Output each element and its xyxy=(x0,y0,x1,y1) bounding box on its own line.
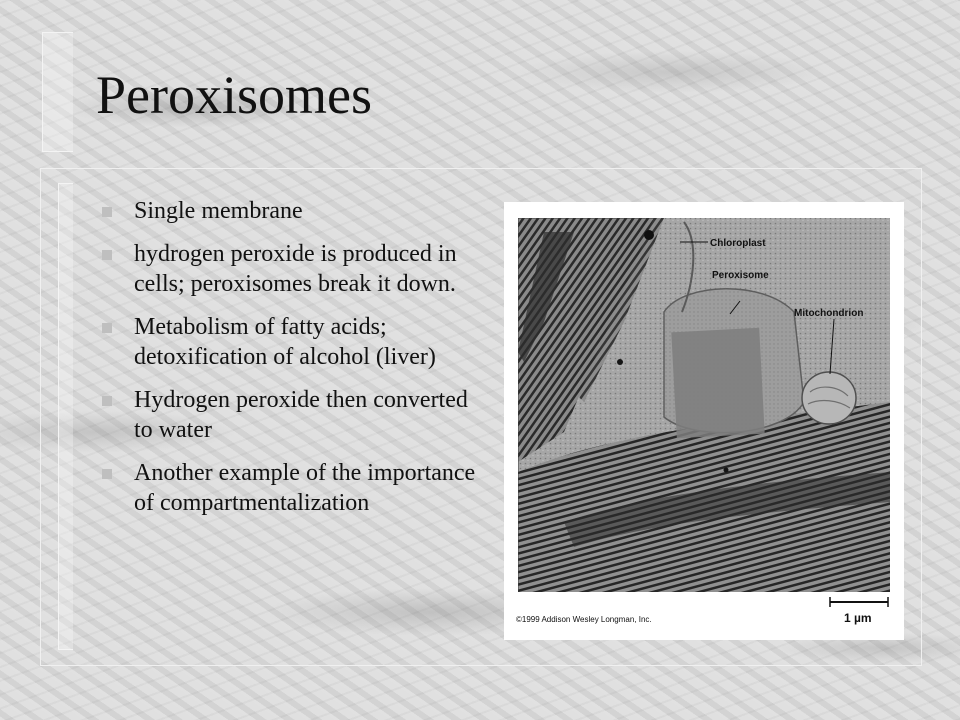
peroxisome-label: Peroxisome xyxy=(712,270,769,281)
bullet-item xyxy=(102,458,482,518)
square-bullet-icon xyxy=(102,207,112,217)
title-accent-bar xyxy=(42,32,73,152)
square-bullet-icon xyxy=(102,250,112,260)
bullet-text: hydrogen peroxide is produced in cells; peroxisomes break it down. xyxy=(134,241,457,297)
bullet-item xyxy=(102,239,482,299)
mitochondrion-label: Mitochondrion xyxy=(794,308,864,319)
bullet-item xyxy=(102,312,482,372)
electron-micrograph xyxy=(504,202,904,640)
bullet-text: Single membrane xyxy=(134,198,303,224)
bullet-text: Metabolism of fatty acids; detoxification of alcohol (liver) xyxy=(134,314,436,370)
bullet-text: Hydrogen peroxide then converted to water xyxy=(134,387,468,443)
slide-title: Peroxisomes xyxy=(96,65,372,125)
scale-bar-label: 1 µm xyxy=(844,611,872,625)
bullet-item xyxy=(102,385,482,445)
square-bullet-icon xyxy=(102,323,112,333)
bullet-item xyxy=(102,196,482,226)
chloroplast-label: Chloroplast xyxy=(710,238,766,249)
bullet-list xyxy=(102,196,482,531)
square-bullet-icon xyxy=(102,469,112,479)
bullet-text: Another example of the importance of compartmentalization xyxy=(134,460,476,516)
square-bullet-icon xyxy=(102,396,112,406)
micrograph-image xyxy=(504,202,904,640)
copyright-credit: ©1999 Addison Wesley Longman, Inc. xyxy=(516,615,652,624)
